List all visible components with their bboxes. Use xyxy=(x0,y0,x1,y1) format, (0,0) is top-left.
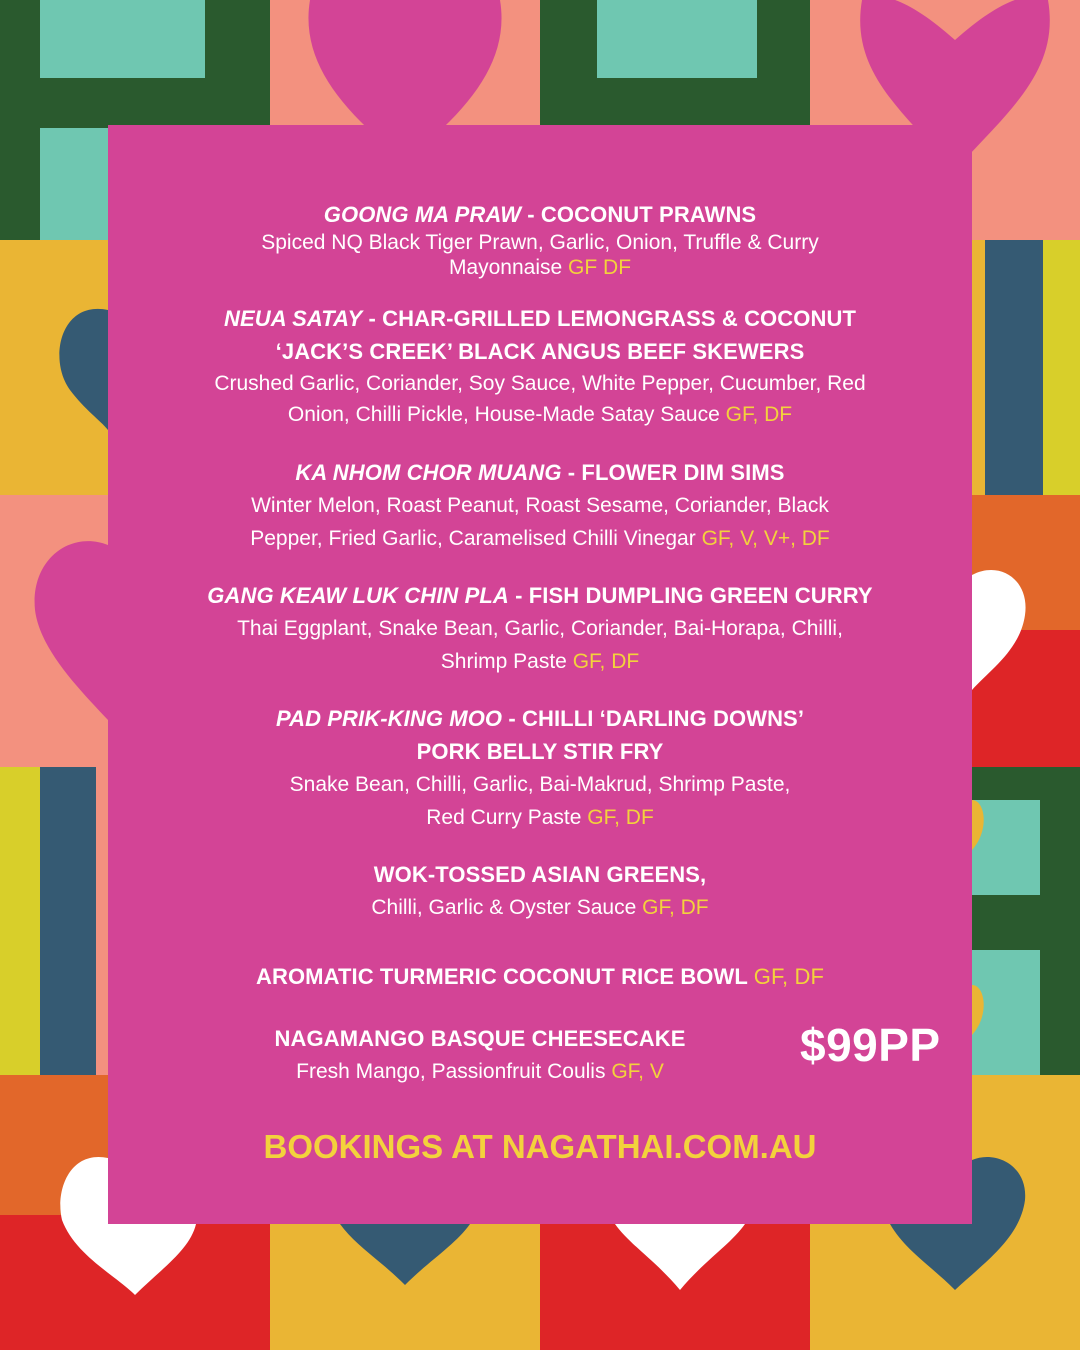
description-line: Chilli, Garlic & Oyster Sauce xyxy=(371,896,643,919)
description-line: Fresh Mango, Passionfruit Coulis xyxy=(296,1060,612,1083)
menu-item-title xyxy=(160,456,920,489)
thai-name: GANG KEAW LUK CHIN PLA xyxy=(207,583,509,608)
description-line: Onion, Chilli Pickle, House-Made Satay Sauce xyxy=(287,403,726,426)
dietary-tags: GF DF xyxy=(568,256,632,279)
dietary-tags: GF, DF xyxy=(642,896,709,919)
description-line: Shrimp Paste xyxy=(440,650,573,673)
description-line: Winter Melon, Roast Peanut, Roast Sesame, Coriander, Black xyxy=(251,494,829,517)
english-name: - FLOWER DIM SIMS xyxy=(561,460,785,485)
menu-item xyxy=(160,579,920,679)
description-line: Snake Bean, Chilli, Garlic, Bai-Makrud, Shrimp Paste, xyxy=(289,773,791,796)
description-line: Pepper, Fried Garlic, Caramelised Chilli Vinegar xyxy=(250,527,702,550)
menu-item-description xyxy=(160,768,920,834)
menu-item-title xyxy=(160,579,920,612)
dietary-tags: GF, DF xyxy=(587,806,654,829)
menu-item xyxy=(160,960,920,993)
menu-item-description xyxy=(160,489,920,555)
thai-name: KA NHOM CHOR MUANG xyxy=(295,460,562,485)
menu-item xyxy=(160,302,920,438)
menu-item-title xyxy=(160,200,920,230)
menu-item xyxy=(160,200,920,286)
menu-item-description xyxy=(160,1055,800,1088)
english-name: AROMATIC TURMERIC COCONUT RICE BOWL xyxy=(255,964,754,989)
menu-item-title xyxy=(160,702,920,735)
english-name: - CHAR-GRILLED LEMONGRASS & COCONUT xyxy=(362,306,856,331)
menu-item-title: NAGAMANGO BASQUE CHEESECAKE xyxy=(274,1026,686,1051)
menu-item xyxy=(160,702,920,835)
description-line: Red Curry Paste xyxy=(426,806,588,829)
dietary-tags: GF, V xyxy=(611,1060,664,1083)
description-line: Spiced NQ Black Tiger Prawn, Garlic, Onion, Truffle & Curry xyxy=(261,231,819,254)
description-line: Thai Eggplant, Snake Bean, Garlic, Coriander, Bai-Horapa, Chilli, xyxy=(237,617,843,640)
description-line: Crushed Garlic, Coriander, Soy Sauce, White Pepper, Cucumber, Red xyxy=(214,372,866,395)
menu-item-title: WOK-TOSSED ASIAN GREENS, xyxy=(373,862,707,887)
thai-name: PAD PRIK-KING MOO xyxy=(275,706,503,731)
menu-item xyxy=(160,1022,800,1088)
menu-item-title xyxy=(160,960,920,993)
menu-item-title xyxy=(160,302,920,335)
menu-item-title-line: PORK BELLY STIR FRY xyxy=(416,739,664,764)
menu-item-description xyxy=(160,230,920,280)
dietary-tags: GF, DF xyxy=(572,650,640,673)
dietary-tags: GF, V, V+, DF xyxy=(701,527,830,550)
price-label: $99PP xyxy=(800,1019,941,1071)
english-name: - FISH DUMPLING GREEN CURRY xyxy=(508,583,873,608)
english-name: - CHILLI ‘DARLING DOWNS’ xyxy=(502,706,805,731)
menu-item xyxy=(160,456,920,556)
menu-item-description xyxy=(160,891,920,924)
thai-name: NEUA SATAY xyxy=(224,306,363,331)
dietary-tags: GF, DF xyxy=(753,964,825,989)
bookings-link[interactable]: BOOKINGS AT NAGATHAI.COM.AU xyxy=(263,1128,817,1165)
menu-item xyxy=(160,858,920,924)
dietary-tags: GF, DF xyxy=(725,403,793,426)
menu-item-description xyxy=(160,368,920,430)
menu-list xyxy=(160,200,920,1088)
menu-item-description xyxy=(160,612,920,678)
menu-item-title-line: ‘JACK’S CREEK’ BLACK ANGUS BEEF SKEWERS xyxy=(275,339,805,364)
thai-name: GOONG MA PRAW xyxy=(323,202,522,227)
english-name: - COCONUT PRAWNS xyxy=(521,202,757,227)
description-line: Mayonnaise xyxy=(448,256,569,279)
